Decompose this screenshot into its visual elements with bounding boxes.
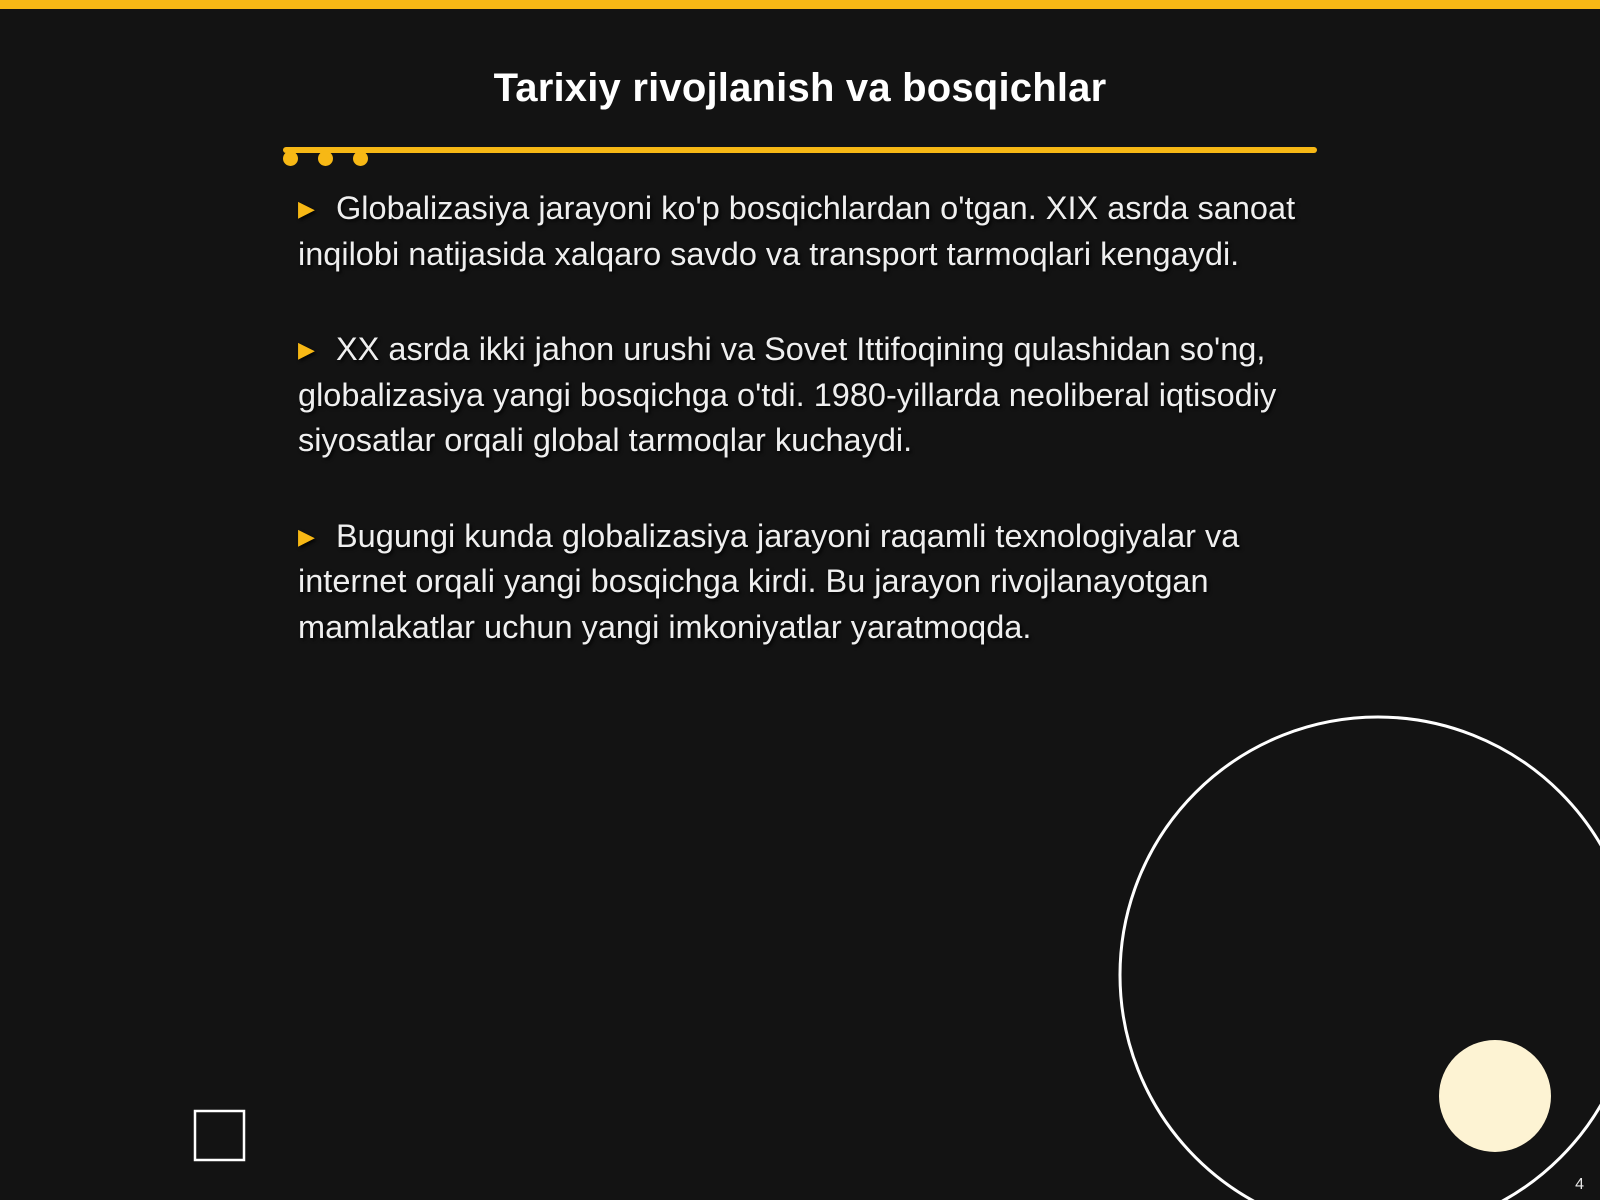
bullet-text: XX asrda ikki jahon urushi va Sovet Ittifoqining qulashidan so'ng, globalizasiya yangi bosqichga o'tdi. 1980-yillarda neoliberal iqtisodiy siyosatlar orqali global tarmoqlar kuchaydi.	[298, 331, 1277, 458]
page-number: 4	[1575, 1176, 1584, 1193]
bullet-list	[298, 186, 1308, 700]
top-accent-bar	[0, 0, 1600, 9]
filled-circle-icon	[1439, 1040, 1551, 1152]
triangle-right-icon: ▶	[298, 196, 315, 221]
triangle-right-icon: ▶	[298, 523, 315, 549]
large-circle-outline-icon	[1120, 717, 1600, 1200]
triangle-right-icon: ▶	[298, 337, 315, 362]
title-divider-line	[283, 147, 1317, 153]
bullet-text: Bugungi kunda globalizasiya jarayoni raqamli texnologiyalar va internet orqali yangi bosqichga kirdi. Bu jarayon rivojlanayotgan mamlakatlar uchun yangi imkoniyatlar yaratmoqda.	[298, 517, 1240, 645]
slide-title: Tarixiy rivojlanish va bosqichlar	[493, 66, 1107, 110]
divider-dot	[353, 151, 368, 166]
bullet-item	[298, 514, 1308, 651]
square-outline-icon	[195, 1111, 244, 1160]
bullet-text: Globalizasiya jarayoni ko'p bosqichlardan o'tgan. XIX asrda sanoat inqilobi natijasida xalqaro savdo va transport tarmoqlari kengaydi.	[298, 190, 1296, 272]
divider-dot	[283, 151, 298, 166]
bullet-item	[298, 327, 1308, 464]
bullet-item	[298, 186, 1308, 277]
divider-dot	[318, 151, 333, 166]
